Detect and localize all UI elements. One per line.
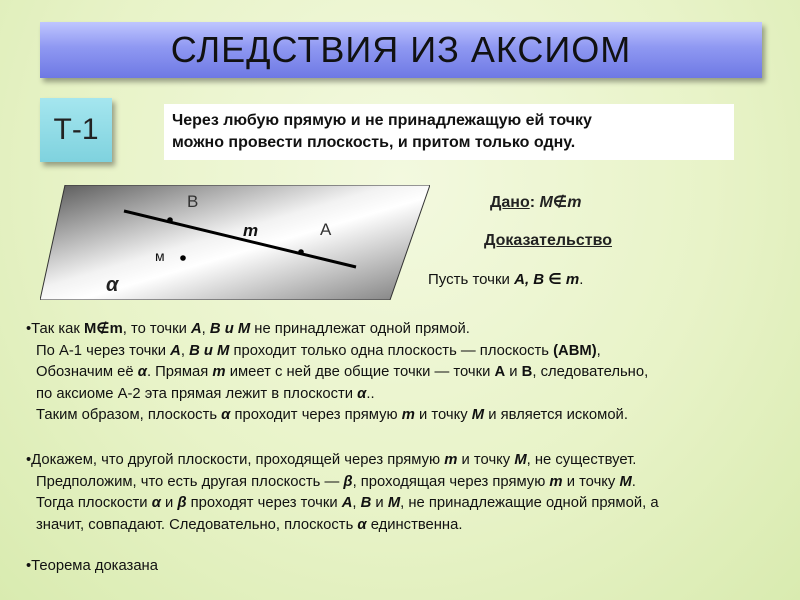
p2-line-3: Тогда плоскости α и β проходят через точки А, В и М, не принадлежащие одной прямой, а [36,495,659,511]
label-alpha: α [106,274,119,296]
proof-paragraph-2 [26,450,786,536]
slide-title: СЛЕДСТВИЯ ИЗ АКСИОМ [40,22,762,78]
label-a: A [320,220,332,239]
point-m [180,255,186,261]
point-b [167,217,173,223]
p1-line-4: по аксиоме А-2 эта прямая лежит в плоскости α.. [36,385,375,402]
theorem-statement [164,104,734,160]
theorem-label: Т-1 [40,98,112,162]
let-points-ab: А, В [514,271,545,288]
p1-line-5: Таким образом, плоскость α проходит через прямую m и точку М и является искомой. [36,407,628,423]
p1-line-3: Обозначим её α. Прямая m имеет с ней две общие точки — точки А и В, следовательно, [36,364,649,380]
label-m-line: m [243,221,259,240]
let-points [428,270,583,288]
let-end: . [579,271,584,288]
theorem-line-2: можно провести плоскость, и притом только одну. [172,134,576,151]
p1-line-2: По А-1 через точки А, В и М проходит только одна плоскость — плоскость (АВМ), [36,342,601,359]
label-b: B [187,192,199,211]
let-rel: ∈ m [548,271,580,288]
plane-figure [40,185,430,300]
point-a [298,249,304,255]
given-value: М∉m [539,194,582,211]
let-prefix: Пусть точки [428,271,510,288]
given-colon: : [529,194,536,211]
plane-alpha [40,185,430,300]
given-label: Дано [490,194,530,211]
p2-line-1: •Докажем, что другой плоскости, проходящей через прямую m и точку М, не существует. [26,452,637,468]
proof-paragraph-1 [26,319,786,427]
label-point-m: м [155,248,165,264]
theorem-line-1: Через любую прямую и не принадлежащую ей точку [172,112,592,129]
conclusion: •Теорема доказана [26,558,158,574]
p2-line-2: Предположим, что есть другая плоскость — β, проходящая через прямую m и точку М. [36,473,636,490]
p2-line-4: значит, совпадают. Следовательно, плоскость α единственна. [36,516,463,533]
given [490,192,581,212]
proof-heading: Доказательство [484,232,612,249]
p1-line-1: •Так как М∉m, то точки А, В и М не принадлежат одной прямой. [26,321,470,337]
